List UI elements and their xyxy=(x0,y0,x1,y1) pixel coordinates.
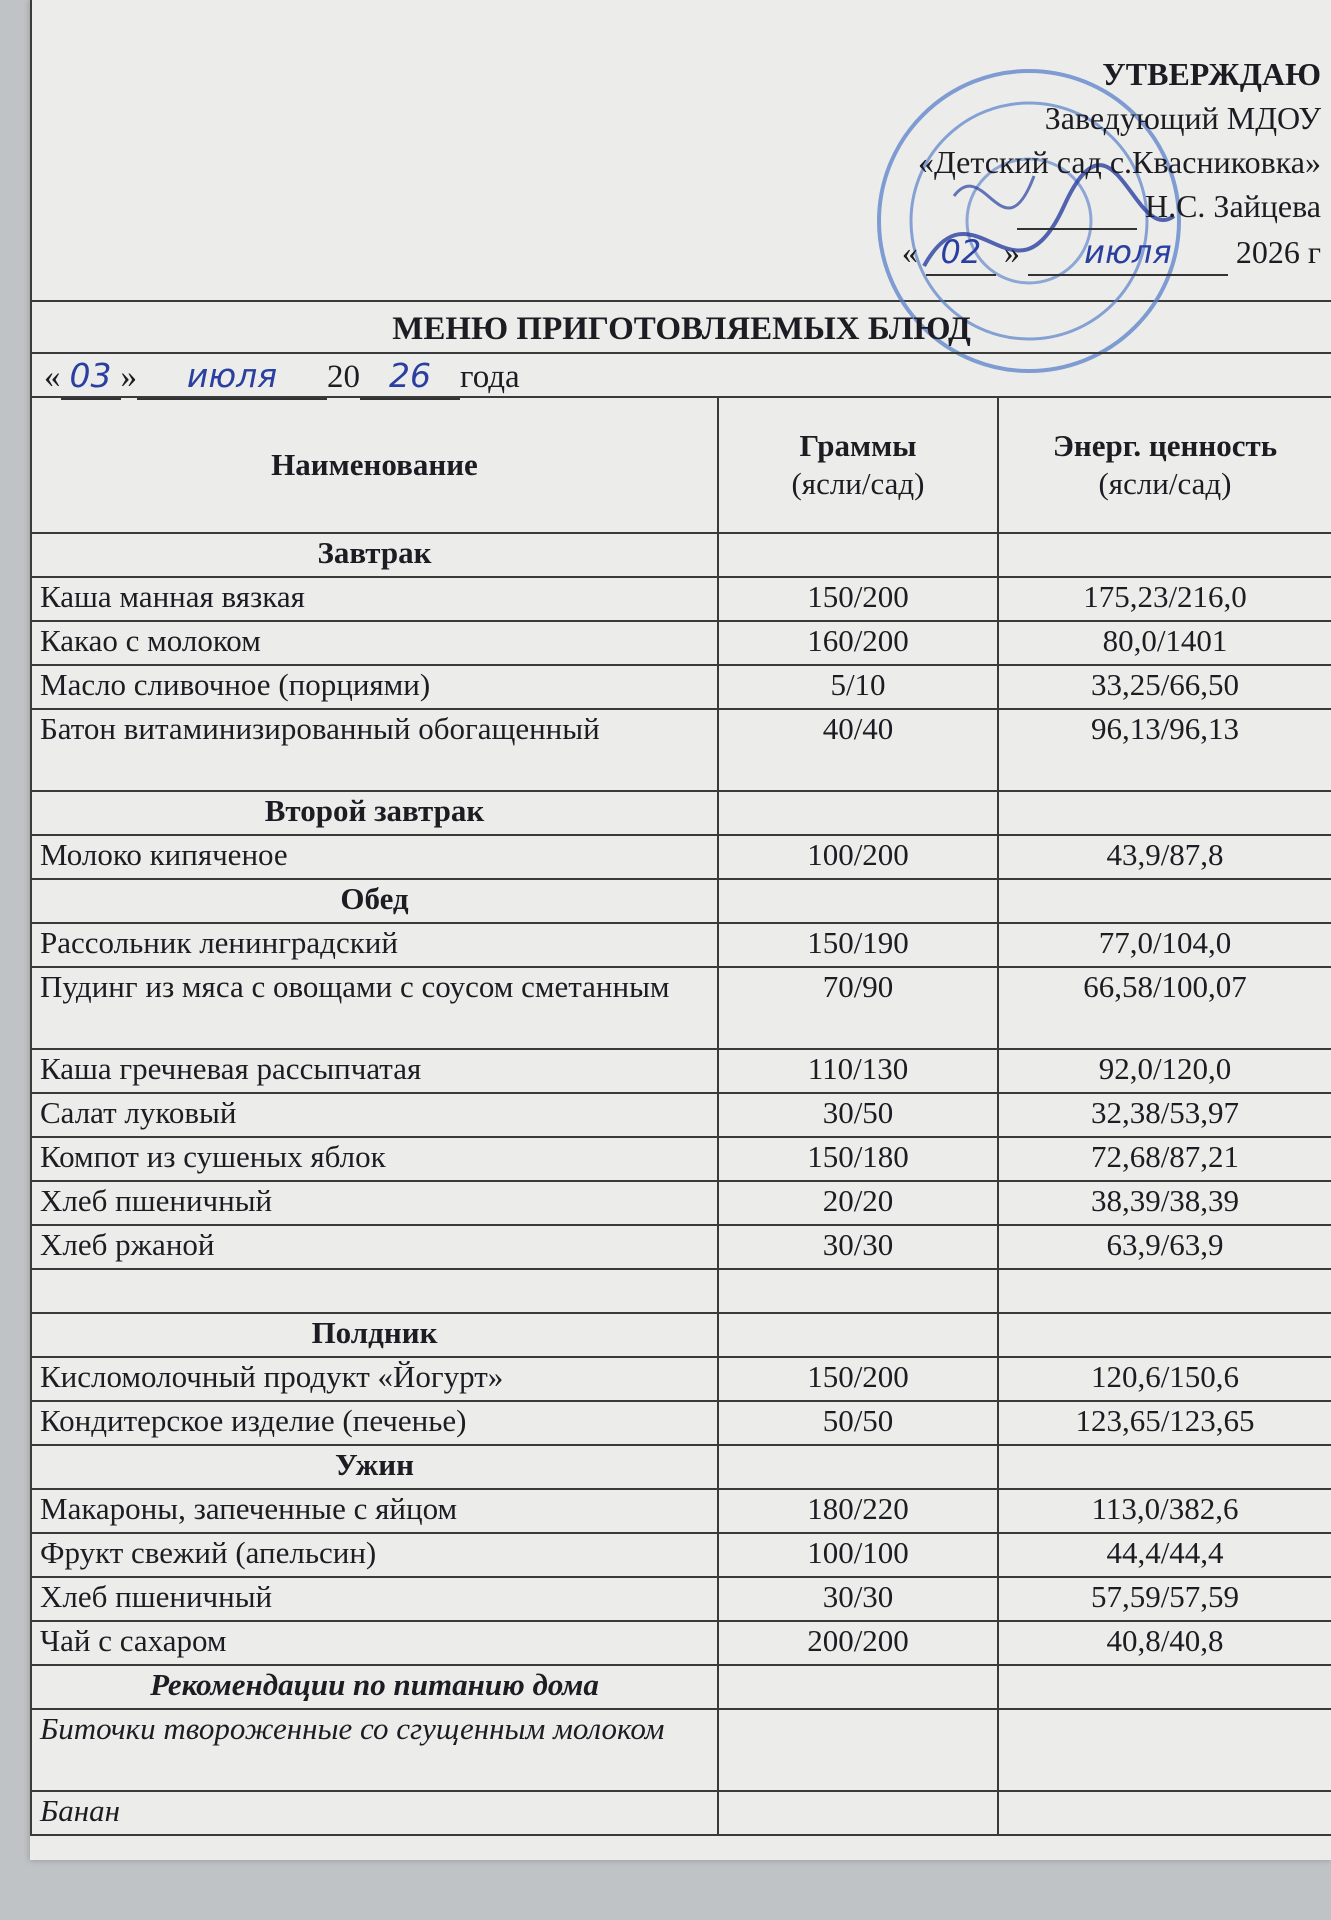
dish-name-cell: Батон витаминизированный обогащенный xyxy=(31,709,718,791)
approval-day: 02 xyxy=(926,230,996,276)
table-row xyxy=(31,1577,1331,1621)
section-row xyxy=(31,1665,1331,1709)
dish-name-cell: Рекомендации по питанию дома xyxy=(31,1665,718,1709)
header-energy-title: Энерг. ценность xyxy=(1052,428,1278,463)
table-row xyxy=(31,1621,1331,1665)
dish-name-cell: Макароны, запеченные с яйцом xyxy=(31,1489,718,1533)
menu-date-quote-close: » xyxy=(120,359,137,395)
table-row xyxy=(31,1093,1331,1137)
dish-name-cell xyxy=(31,1269,718,1313)
energy-cell: 63,9/63,9 xyxy=(998,1225,1331,1269)
dish-name-cell: Полдник xyxy=(31,1313,718,1357)
grams-cell: 30/50 xyxy=(718,1093,998,1137)
header-grams xyxy=(718,397,998,533)
approval-date xyxy=(902,230,1321,276)
grams-cell xyxy=(718,1791,998,1835)
grams-cell: 50/50 xyxy=(718,1401,998,1445)
energy-cell: 72,68/87,21 xyxy=(998,1137,1331,1181)
energy-cell: 175,23/216,0 xyxy=(998,577,1331,621)
menu-table xyxy=(30,396,1331,1836)
energy-cell xyxy=(998,1269,1331,1313)
menu-date xyxy=(30,354,1331,398)
dish-name-cell: Обед xyxy=(31,879,718,923)
menu-day: 03 xyxy=(61,354,121,400)
grams-cell: 200/200 xyxy=(718,1621,998,1665)
grams-cell xyxy=(718,533,998,577)
dish-name-cell: Какао с молоком xyxy=(31,621,718,665)
menu-sheet xyxy=(30,0,1331,1860)
energy-cell xyxy=(998,1445,1331,1489)
table-row xyxy=(31,1489,1331,1533)
energy-cell xyxy=(998,1313,1331,1357)
header-grams-sub: (ясли/сад) xyxy=(791,466,925,501)
energy-cell: 40,8/40,8 xyxy=(998,1621,1331,1665)
grams-cell: 40/40 xyxy=(718,709,998,791)
dish-name-cell: Салат луковый xyxy=(31,1093,718,1137)
table-row xyxy=(31,1401,1331,1445)
table-row xyxy=(31,1533,1331,1577)
approve-word: УТВЕРЖДАЮ xyxy=(1102,56,1321,92)
grams-cell: 5/10 xyxy=(718,665,998,709)
energy-cell: 33,25/66,50 xyxy=(998,665,1331,709)
table-row xyxy=(31,923,1331,967)
energy-cell xyxy=(998,791,1331,835)
menu-month: июля xyxy=(137,354,327,400)
menu-year-prefix: 20 xyxy=(327,359,360,395)
dish-name-cell: Молоко кипяченое xyxy=(31,835,718,879)
dish-name-cell: Хлеб ржаной xyxy=(31,1225,718,1269)
grams-cell: 110/130 xyxy=(718,1049,998,1093)
dish-name-cell: Фрукт свежий (апельсин) xyxy=(31,1533,718,1577)
grams-cell: 30/30 xyxy=(718,1577,998,1621)
energy-cell: 43,9/87,8 xyxy=(998,835,1331,879)
section-row xyxy=(31,1313,1331,1357)
grams-cell xyxy=(718,1269,998,1313)
grams-cell xyxy=(718,879,998,923)
table-row xyxy=(31,1181,1331,1225)
grams-cell: 70/90 xyxy=(718,967,998,1049)
menu-date-quote-open: « xyxy=(44,359,61,395)
grams-cell xyxy=(718,791,998,835)
table-row xyxy=(31,1269,1331,1313)
header-name: Наименование xyxy=(31,397,718,533)
energy-cell xyxy=(998,879,1331,923)
dish-name-cell: Компот из сушеных яблок xyxy=(31,1137,718,1181)
grams-cell xyxy=(718,1313,998,1357)
grams-cell: 100/200 xyxy=(718,835,998,879)
signature-blank xyxy=(1017,184,1137,230)
table-row xyxy=(31,1049,1331,1093)
energy-cell: 80,0/1401 xyxy=(998,621,1331,665)
table-header-row xyxy=(31,397,1331,533)
energy-cell xyxy=(998,1665,1331,1709)
table-row xyxy=(31,835,1331,879)
table-row xyxy=(31,967,1331,1049)
table-row xyxy=(31,1225,1331,1269)
header-grams-title: Граммы xyxy=(799,428,917,463)
approval-text xyxy=(902,52,1321,276)
grams-cell xyxy=(718,1709,998,1791)
table-row xyxy=(31,1709,1331,1791)
energy-cell: 32,38/53,97 xyxy=(998,1093,1331,1137)
grams-cell xyxy=(718,1445,998,1489)
energy-cell: 92,0/120,0 xyxy=(998,1049,1331,1093)
approval-month: июля xyxy=(1028,230,1228,276)
menu-year-word: года xyxy=(460,359,520,395)
dish-name-cell: Пудинг из мяса с овощами с соусом сметанным xyxy=(31,967,718,1049)
energy-cell: 66,58/100,07 xyxy=(998,967,1331,1049)
section-row xyxy=(31,879,1331,923)
table-row xyxy=(31,665,1331,709)
header-energy xyxy=(998,397,1331,533)
grams-cell: 180/220 xyxy=(718,1489,998,1533)
approval-date-quote-close: » xyxy=(1003,234,1020,270)
grams-cell: 150/200 xyxy=(718,1357,998,1401)
grams-cell: 100/100 xyxy=(718,1533,998,1577)
dish-name-cell: Второй завтрак xyxy=(31,791,718,835)
dish-name-cell: Кондитерское изделие (печенье) xyxy=(31,1401,718,1445)
approval-date-quote-open: « xyxy=(901,234,918,270)
dish-name-cell: Хлеб пшеничный xyxy=(31,1577,718,1621)
dish-name-cell: Банан xyxy=(31,1791,718,1835)
grams-cell: 150/190 xyxy=(718,923,998,967)
approver-position: Заведующий МДОУ xyxy=(1044,100,1321,136)
section-row xyxy=(31,791,1331,835)
table-row xyxy=(31,1357,1331,1401)
table-row xyxy=(31,709,1331,791)
grams-cell: 30/30 xyxy=(718,1225,998,1269)
menu-year-suffix: 26 xyxy=(360,354,460,400)
table-row xyxy=(31,621,1331,665)
grams-cell: 20/20 xyxy=(718,1181,998,1225)
dish-name-cell: Каша гречневая рассыпчатая xyxy=(31,1049,718,1093)
energy-cell xyxy=(998,1709,1331,1791)
energy-cell: 77,0/104,0 xyxy=(998,923,1331,967)
energy-cell xyxy=(998,533,1331,577)
dish-name-cell: Кисломолочный продукт «Йогурт» xyxy=(31,1357,718,1401)
approval-year: 2026 г xyxy=(1235,234,1321,270)
dish-name-cell: Рассольник ленинградский xyxy=(31,923,718,967)
energy-cell: 96,13/96,13 xyxy=(998,709,1331,791)
section-row xyxy=(31,1445,1331,1489)
page-title: МЕНЮ ПРИГОТОВЛЯЕМЫХ БЛЮД xyxy=(30,302,1331,354)
grams-cell xyxy=(718,1665,998,1709)
organization-name: «Детский сад с.Квасниковка» xyxy=(917,144,1321,180)
grams-cell: 150/180 xyxy=(718,1137,998,1181)
signer-line xyxy=(902,184,1321,230)
dish-name-cell: Ужин xyxy=(31,1445,718,1489)
table-row xyxy=(31,1137,1331,1181)
energy-cell: 44,4/44,4 xyxy=(998,1533,1331,1577)
section-row xyxy=(31,533,1331,577)
energy-cell: 123,65/123,65 xyxy=(998,1401,1331,1445)
menu-body xyxy=(31,533,1331,1835)
dish-name-cell: Биточки твороженные со сгущенным молоком xyxy=(31,1709,718,1791)
header-energy-sub: (ясли/сад) xyxy=(1098,466,1232,501)
energy-cell xyxy=(998,1791,1331,1835)
dish-name-cell: Хлеб пшеничный xyxy=(31,1181,718,1225)
dish-name-cell: Каша манная вязкая xyxy=(31,577,718,621)
dish-name-cell: Масло сливочное (порциями) xyxy=(31,665,718,709)
dish-name-cell: Завтрак xyxy=(31,533,718,577)
signer-name: Н.С. Зайцева xyxy=(1144,188,1321,224)
approval-block xyxy=(30,0,1331,302)
grams-cell: 160/200 xyxy=(718,621,998,665)
dish-name-cell: Чай с сахаром xyxy=(31,1621,718,1665)
table-row xyxy=(31,577,1331,621)
energy-cell: 38,39/38,39 xyxy=(998,1181,1331,1225)
energy-cell: 57,59/57,59 xyxy=(998,1577,1331,1621)
table-row xyxy=(31,1791,1331,1835)
grams-cell: 150/200 xyxy=(718,577,998,621)
energy-cell: 113,0/382,6 xyxy=(998,1489,1331,1533)
energy-cell: 120,6/150,6 xyxy=(998,1357,1331,1401)
